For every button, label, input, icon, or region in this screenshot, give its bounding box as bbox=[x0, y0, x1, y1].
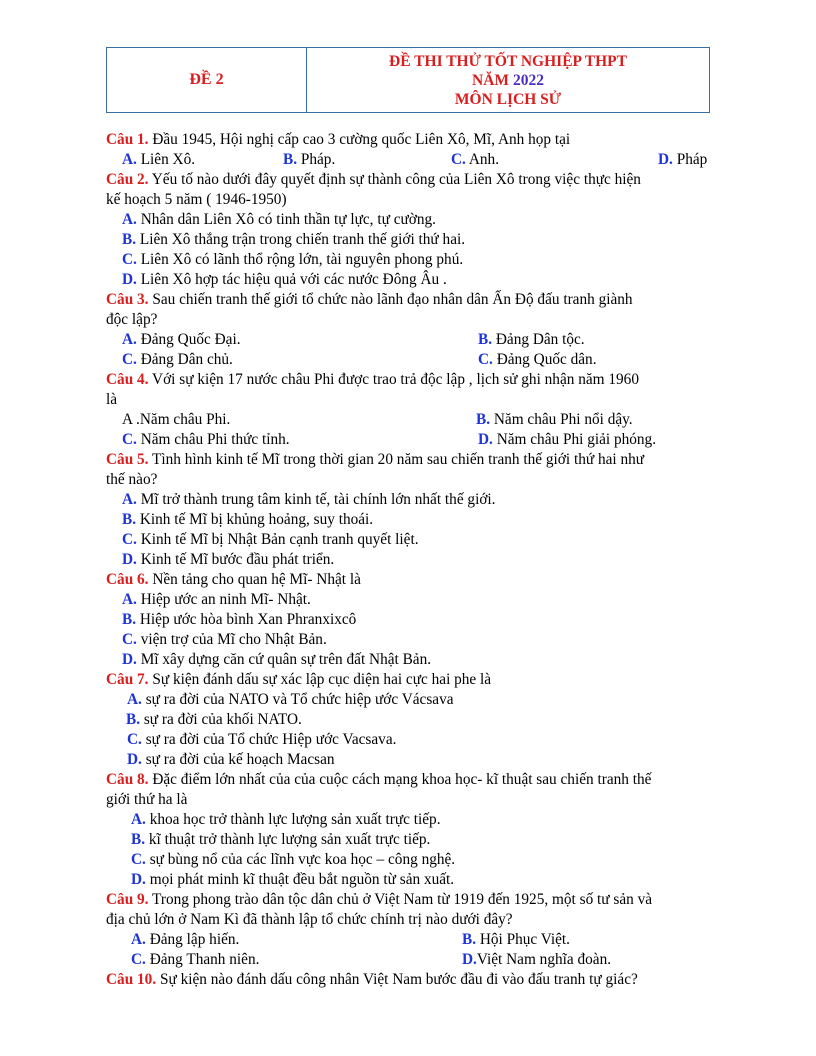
exam-subject: MÔN LỊCH SỬ bbox=[454, 90, 562, 108]
option-text: Liên Xô thắng trận trong chiến tranh thế giới thứ hai. bbox=[136, 231, 466, 248]
question-8-option-a bbox=[131, 810, 441, 830]
question-9-stem-cont: địa chủ lớn ở Nam Kì đã thành lập tổ chức chính trị nào dưới đây? bbox=[106, 911, 513, 928]
option-letter: B. bbox=[462, 931, 477, 948]
question-4-label: Câu 4. bbox=[106, 371, 149, 388]
option-letter: A. bbox=[131, 811, 146, 828]
question-6-stem bbox=[106, 570, 361, 590]
option-text: Nhân dân Liên Xô có tinh thần tự lực, tự cường. bbox=[136, 211, 436, 228]
question-8-text: Đặc điểm lớn nhất của của cuộc cách mạng khoa học- kĩ thuật sau chiến tranh thế bbox=[148, 771, 652, 788]
question-4-option-d bbox=[478, 430, 656, 450]
option-text: Kinh tế Mĩ bị Nhật Bản cạnh tranh quyết liệt. bbox=[136, 531, 419, 548]
option-text: Đảng Dân tộc. bbox=[492, 331, 585, 348]
question-4-stem-cont: là bbox=[106, 391, 118, 408]
option-letter: C. bbox=[478, 351, 493, 368]
option-text: Mĩ trở thành trung tâm kinh tế, tài chính lớn nhất thế giới. bbox=[136, 491, 496, 508]
option-letter: B. bbox=[122, 611, 137, 628]
question-6-option-d bbox=[122, 650, 431, 670]
option-letter: C. bbox=[451, 151, 466, 168]
exam-code: ĐỀ 2 bbox=[189, 71, 224, 88]
question-8-option-c bbox=[131, 850, 455, 870]
option-text: Đảng Dân chủ. bbox=[136, 351, 233, 368]
question-1-stem bbox=[106, 130, 570, 150]
question-2-option-a bbox=[122, 210, 436, 230]
option-text: Đảng Quốc dân. bbox=[492, 351, 597, 368]
option-letter: C. bbox=[127, 731, 142, 748]
option-letter: A. bbox=[131, 931, 146, 948]
option-letter: C. bbox=[122, 251, 137, 268]
question-3-option-c bbox=[122, 350, 233, 370]
option-letter: B. bbox=[476, 411, 491, 428]
option-letter: D. bbox=[462, 951, 477, 968]
question-3-option-a bbox=[122, 330, 241, 350]
question-5-label: Câu 5. bbox=[106, 451, 149, 468]
question-2-text: Yếu tố nào dưới đây quyết định sự thành công của Liên Xô trong việc thực hiện bbox=[148, 171, 641, 188]
option-text: Năm châu Phi thức tỉnh. bbox=[136, 431, 290, 448]
question-7-text: Sự kiện đánh dấu sự xác lập cục diện hai cực hai phe là bbox=[148, 671, 492, 688]
option-letter: B. bbox=[122, 511, 137, 528]
option-text: Đảng Quốc Đại. bbox=[136, 331, 241, 348]
option-letter: C. bbox=[131, 951, 146, 968]
option-text: Kinh tế Mĩ bị khủng hoảng, suy thoái. bbox=[136, 511, 374, 528]
option-letter: D. bbox=[122, 271, 137, 288]
question-1-option-c bbox=[451, 150, 499, 170]
option-text: Pháp. bbox=[297, 151, 336, 168]
question-7-stem bbox=[106, 670, 491, 690]
option-letter: A. bbox=[122, 151, 137, 168]
option-text: Đảng Thanh niên. bbox=[145, 951, 260, 968]
option-letter: B. bbox=[283, 151, 298, 168]
option-text: kĩ thuật trở thành lực lượng sản xuất trực tiếp. bbox=[145, 831, 431, 848]
question-8-option-b bbox=[131, 830, 430, 850]
question-6-text: Nền tảng cho quan hệ Mĩ- Nhật là bbox=[148, 571, 361, 588]
exam-title-cell bbox=[307, 48, 709, 112]
option-text: Pháp bbox=[672, 151, 708, 168]
question-6-option-a bbox=[122, 590, 311, 610]
option-letter: A. bbox=[122, 591, 137, 608]
option-text: viện trợ của Mĩ cho Nhật Bản. bbox=[136, 631, 327, 648]
question-2-label: Câu 2. bbox=[106, 171, 149, 188]
option-text: Kinh tế Mĩ bước đầu phát triển. bbox=[136, 551, 335, 568]
question-10-text: Sự kiện nào đánh dấu công nhân Việt Nam bước đầu đi vào đấu tranh tự giác? bbox=[156, 971, 638, 988]
exam-header-box bbox=[106, 47, 710, 113]
option-text: mọi phát minh kĩ thuật đều bắt nguồn từ sản xuất. bbox=[145, 871, 455, 888]
question-6-option-b bbox=[122, 610, 356, 630]
question-2-option-c bbox=[122, 250, 463, 270]
question-8-option-d bbox=[131, 870, 454, 890]
option-text: Liên Xô. bbox=[136, 151, 196, 168]
question-3-stem bbox=[106, 290, 633, 310]
option-letter: A. bbox=[122, 331, 137, 348]
option-text: Anh. bbox=[465, 151, 500, 168]
option-text: sự ra đời của khối NATO. bbox=[140, 711, 302, 728]
question-10-label: Câu 10. bbox=[106, 971, 157, 988]
question-8-label: Câu 8. bbox=[106, 771, 149, 788]
option-text: Năm châu Phi giải phóng. bbox=[492, 431, 657, 448]
question-1-option-b bbox=[283, 150, 335, 170]
question-3-label: Câu 3. bbox=[106, 291, 149, 308]
question-4-text: Với sự kiện 17 nước châu Phi được trao trả độc lập , lịch sử ghi nhận năm 1960 bbox=[148, 371, 639, 388]
option-text: Liên Xô hợp tác hiệu quả với các nước Đông Âu . bbox=[136, 271, 447, 288]
option-letter: D. bbox=[127, 751, 142, 768]
question-3-option-d bbox=[478, 350, 597, 370]
option-letter: B. bbox=[131, 831, 146, 848]
option-letter: A. bbox=[127, 691, 142, 708]
question-7-option-d bbox=[127, 750, 335, 770]
option-letter: D. bbox=[658, 151, 673, 168]
question-4-stem bbox=[106, 370, 639, 390]
question-1-label: Câu 1. bbox=[106, 131, 149, 148]
question-9-label: Câu 9. bbox=[106, 891, 149, 908]
option-text: Liên Xô có lãnh thổ rộng lớn, tài nguyên phong phú. bbox=[136, 251, 464, 268]
question-3-stem-cont: độc lập? bbox=[106, 311, 158, 328]
option-text: Mĩ xây dựng căn cứ quân sự trên đất Nhật Bản. bbox=[136, 651, 432, 668]
question-4-option-c bbox=[122, 430, 290, 450]
question-2-option-d bbox=[122, 270, 447, 290]
option-letter: C. bbox=[122, 431, 137, 448]
question-8-stem bbox=[106, 770, 651, 790]
question-8-stem-cont: giới thứ ha là bbox=[106, 791, 188, 808]
option-letter: D. bbox=[131, 871, 146, 888]
option-letter: D. bbox=[478, 431, 493, 448]
question-9-stem bbox=[106, 890, 652, 910]
question-1-text: Đầu 1945, Hội nghị cấp cao 3 cường quốc Liên Xô, Mĩ, Anh họp tại bbox=[148, 131, 571, 148]
question-9-option-a bbox=[131, 930, 239, 950]
option-text: Năm châu Phi nổi dậy. bbox=[490, 411, 633, 428]
option-letter: C. bbox=[122, 631, 137, 648]
option-letter: C. bbox=[131, 851, 146, 868]
option-text: sự ra đời của kế hoạch Macsan bbox=[141, 751, 335, 768]
option-text: khoa học trở thành lực lượng sản xuất trực tiếp. bbox=[145, 811, 441, 828]
question-7-option-c bbox=[127, 730, 396, 750]
question-4-option-a: A .Năm châu Phi. bbox=[122, 411, 231, 428]
question-1-option-a bbox=[122, 150, 195, 170]
question-9-option-d bbox=[462, 950, 611, 970]
option-text: sự bùng nổ của các lĩnh vực koa học – công nghệ. bbox=[145, 851, 456, 868]
question-7-option-a bbox=[127, 690, 454, 710]
question-5-option-b bbox=[122, 510, 373, 530]
option-letter: C. bbox=[122, 531, 137, 548]
question-5-option-d bbox=[122, 550, 334, 570]
question-9-text: Trong phong trào dân tộc dân chủ ở Việt Nam từ 1919 đến 1925, một số tư sản và bbox=[148, 891, 653, 908]
question-10-stem bbox=[106, 970, 638, 990]
option-text: Hội Phục Việt. bbox=[476, 931, 571, 948]
option-letter: C. bbox=[122, 351, 137, 368]
question-3-option-b bbox=[478, 330, 585, 350]
question-9-option-b bbox=[462, 930, 570, 950]
question-7-option-b bbox=[126, 710, 302, 730]
exam-year-prefix: NĂM bbox=[472, 71, 513, 89]
question-9-option-c bbox=[131, 950, 259, 970]
option-letter: A. bbox=[122, 491, 137, 508]
option-letter: B. bbox=[122, 231, 137, 248]
option-text: sự ra đời của NATO và Tổ chức hiệp ước Vácsava bbox=[141, 691, 454, 708]
question-5-stem-cont: thế nào? bbox=[106, 471, 158, 488]
question-5-stem bbox=[106, 450, 644, 470]
option-text: Đảng lập hiến. bbox=[145, 931, 240, 948]
question-2-stem-cont: kế hoạch 5 năm ( 1946-1950) bbox=[106, 191, 287, 208]
option-text: Hiệp ước hòa bình Xan Phranxixcô bbox=[136, 611, 357, 628]
exam-title: ĐỀ THI THỬ TỐT NGHIỆP THPT bbox=[389, 52, 627, 70]
option-letter: D. bbox=[122, 551, 137, 568]
question-7-label: Câu 7. bbox=[106, 671, 149, 688]
option-letter: B. bbox=[478, 331, 493, 348]
question-2-stem bbox=[106, 170, 641, 190]
question-4-option-b bbox=[476, 410, 633, 430]
question-3-text: Sau chiến tranh thế giới tổ chức nào lãnh đạo nhân dân Ấn Độ đấu tranh giành bbox=[148, 291, 633, 308]
question-6-label: Câu 6. bbox=[106, 571, 149, 588]
option-text: sự ra đời của Tổ chức Hiệp ước Vacsava. bbox=[141, 731, 397, 748]
question-5-option-c bbox=[122, 530, 419, 550]
option-text: Hiệp ước an ninh Mĩ- Nhật. bbox=[136, 591, 311, 608]
option-text: Việt Nam nghĩa đoàn. bbox=[476, 951, 612, 968]
option-letter: A. bbox=[122, 211, 137, 228]
exam-year-number: 2022 bbox=[512, 71, 544, 89]
question-5-text: Tình hình kinh tế Mĩ trong thời gian 20 năm sau chiến tranh thế giới thứ hai như bbox=[148, 451, 645, 468]
option-letter: B. bbox=[126, 711, 141, 728]
question-5-option-a bbox=[122, 490, 496, 510]
exam-year bbox=[472, 71, 544, 90]
question-1-option-d bbox=[658, 150, 707, 170]
exam-code-cell bbox=[107, 48, 307, 112]
question-2-option-b bbox=[122, 230, 465, 250]
option-letter: D. bbox=[122, 651, 137, 668]
question-6-option-c bbox=[122, 630, 327, 650]
